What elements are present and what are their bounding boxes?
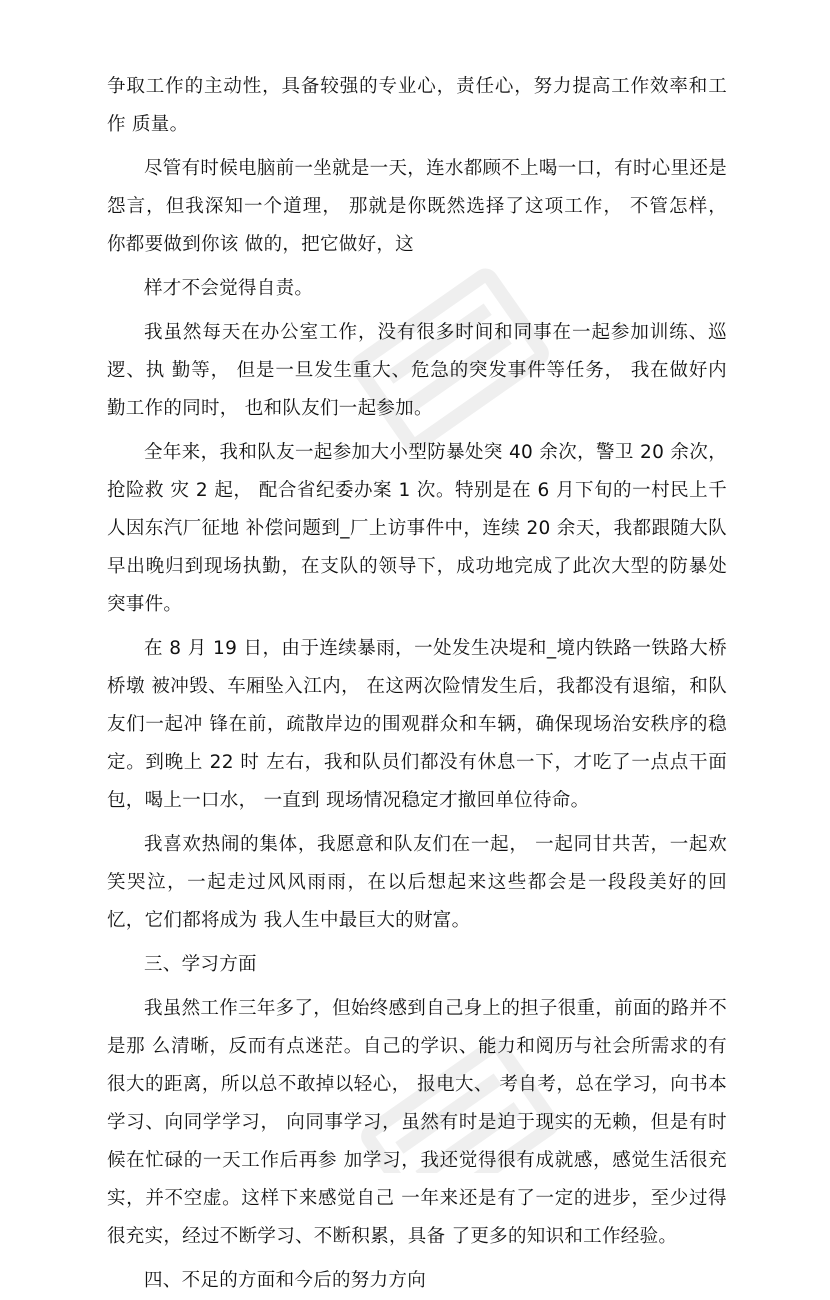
paragraph-office-duty: 我虽然每天在办公室工作，没有很多时间和同事在一起参加训练、巡逻、执 勤等， 但是一旦发生重大、危急的突发事件等任务， 我在做好内勤工作的同时， 也和队友们一起参加。: [107, 322, 727, 419]
body-text: [107, 68, 727, 1300]
paragraph-computer-work: 尽管有时候电脑前一坐就是一天，连水都顾不上喝一口，有时心里还是怨言，但我深知一个道理， 那就是你既然选择了这项工作， 不管怎样， 你都要做到你该 做的，把它做好，这: [107, 158, 727, 255]
section-heading-shortcomings: 四、不足的方面和今后的努力方向: [144, 1270, 427, 1291]
paragraph-work-initiative: 争取工作的主动性，具备较强的专业心，责任心，努力提高工作效率和工作 质量。: [107, 76, 727, 135]
paragraph-study: 我虽然工作三年多了，但始终感到自己身上的担子很重，前面的路并不是那 么清晰，反而有点迷茫。自己的学识、能力和阅历与社会所需求的有很大的距离，所以总不敢掉以轻心， 报电大、 考自考，总在学习，向书本学习、向同学学习， 向同事学习，虽然有时是迫于现实的无赖，但是有时候在忙碌的一天工作后再参 加学习，我还觉得很有成就感，感觉生活很充实，并不空虚。这样下来感觉自己 一年来还是有了一定的进步，至少过得很充实，经过不断学习、不断积累，具备 了更多的知识和工作经验。: [107, 998, 727, 1247]
paragraph-no-guilt: 样才不会觉得自责。: [144, 278, 314, 299]
paragraph-flood-rescue: 在 8 月 19 日，由于连续暴雨，一处发生决堤和_境内铁路一铁路大桥桥墩 被冲毁、车厢坠入江内， 在这两次险情发生后，我都没有退缩，和队友们一起冲 锋在前，疏散岸边的围观群众和车辆，确保现场治安秩序的稳定。到晚上 22 时 左右，我和队员们都没有休息一下，才吃了一点点干面包，喝上一口水， 一直到 现场情况稳定才撤回单位待命。: [107, 638, 727, 811]
section-heading-study: 三、学习方面: [144, 954, 257, 975]
paragraph-annual-tasks: 全年来，我和队友一起参加大小型防暴处突 40 余次，警卫 20 余次，抢险救 灾 2 起， 配合省纪委办案 1 次。特别是在 6 月下旬的一村民上千人因东汽厂征地 补偿问题到_厂上访事件中，连续 20 余天，我都跟随大队早出晚归到现场执勤，在支队的领导下，成功地完成了此次大型的防暴处突事件。: [107, 442, 727, 615]
paragraph-team-spirit: 我喜欢热闹的集体，我愿意和队友们在一起， 一起同甘共苦，一起欢笑哭泣，一起走过风风雨雨，在以后想起来这些都会是一段段美好的回忆，它们都将成为 我人生中最巨大的财富。: [107, 834, 727, 931]
